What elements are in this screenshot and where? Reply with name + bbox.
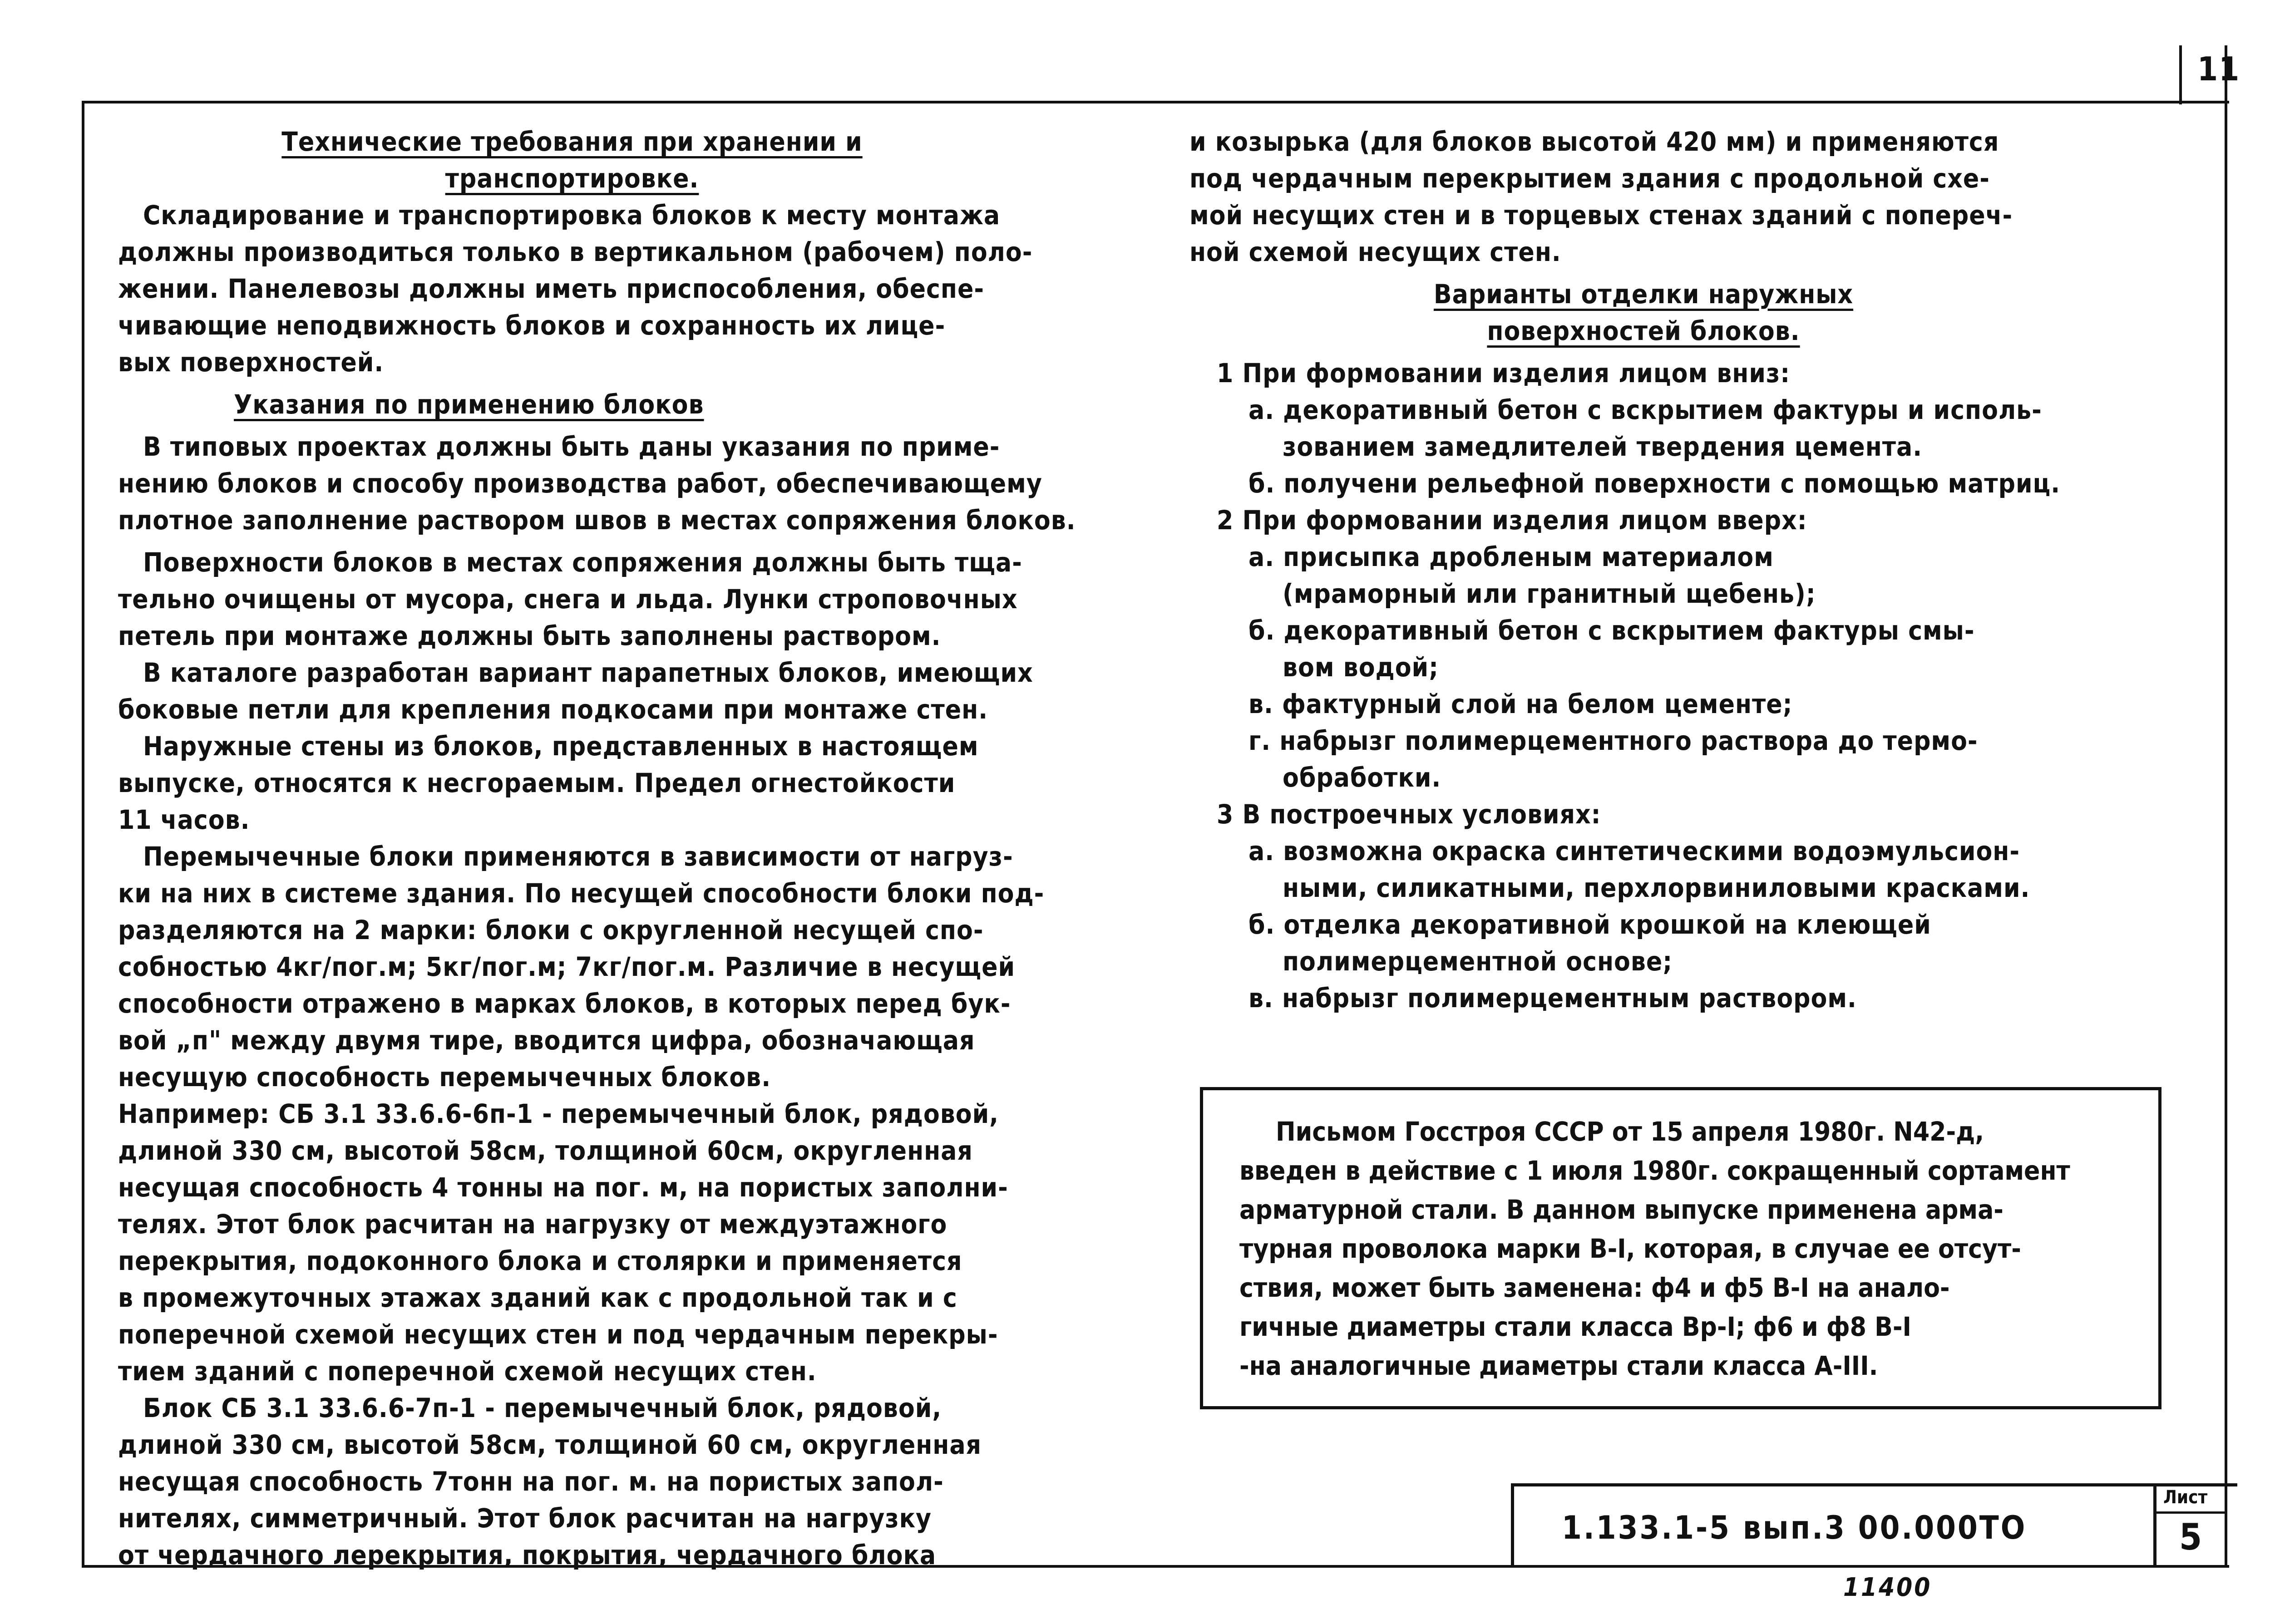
text-line: вой „п" между двумя тире, вводится цифра, обозначающая: [118, 1025, 975, 1056]
text-line: под чердачным перекрытием здания с продольной схе-: [1189, 163, 1990, 194]
finish-heading-line1: Варианты отделки наружных: [1433, 279, 1854, 310]
page-number: 11: [2197, 50, 2240, 88]
list-item-continuation: вом водой;: [1283, 652, 1439, 683]
list-item: б. отделка декоративной крошкой на клеющей: [1248, 909, 1931, 940]
frame-left-line: [82, 101, 84, 1567]
text-line: несущую способность перемычечных блоков.: [118, 1062, 771, 1093]
list-item: 2 При формовании изделия лицом вверх:: [1217, 505, 1807, 536]
text-line: выпуске, относятся к несгораемым. Предел огнестойкости: [118, 768, 956, 798]
sheet-cell-divider: [2153, 1511, 2226, 1514]
text-line: Блок СБ 3.1 33.6.6-7п-1 - перемычечный блок, рядовой,: [143, 1393, 942, 1423]
list-item: а. возможна окраска синтетическими водоэмульсион-: [1248, 836, 2020, 866]
list-item: б. получени рельефной поверхности с помощью матриц.: [1248, 468, 2061, 499]
text-line: Складирование и транспортировка блоков к месту монтажа: [143, 200, 1001, 231]
right-column: [1189, 123, 2211, 1017]
storage-heading-line1: Технические требования при хранении и: [281, 126, 863, 157]
list-item: 3 В построечных условиях:: [1217, 799, 1601, 830]
text-line: в промежуточных этажах зданий как с продольной так и с: [118, 1282, 957, 1313]
text-line: несущая способность 4 тонны на пог. м, на пористых заполни-: [118, 1172, 1008, 1203]
list-item: а. присыпка дробленым материалом: [1248, 541, 1774, 572]
text-line: чивающие неподвижность блоков и сохранность их лице-: [118, 310, 946, 341]
sheet-number: 5: [2179, 1516, 2202, 1558]
note-line: арматурной стали. В данном выпуске применена арма-: [1239, 1194, 2004, 1225]
text-line: нению блоков и способу производства работ, обеспечивающему: [118, 468, 1042, 499]
text-line: от чердачного лерекрытия, покрытия, чердачного блока: [118, 1540, 937, 1570]
text-line: нителях, симметричный. Этот блок расчитан на нагрузку: [118, 1503, 932, 1534]
text-line: способности отражено в марках блоков, в которых перед бук-: [118, 988, 1011, 1019]
text-line: плотное заполнение раствором швов в местах сопряжения блоков.: [118, 505, 1076, 536]
text-line: телях. Этот блок расчитан на нагрузку от междуэтажного: [118, 1209, 947, 1240]
list-item-continuation: обработки.: [1283, 762, 1441, 793]
note-line: Письмом Госстроя СССР от 15 апреля 1980г. N42-д,: [1276, 1116, 1984, 1147]
text-line: В каталоге разработан вариант парапетных блоков, имеющих: [143, 657, 1033, 688]
text-line: и козырька (для блоков высотой 420 мм) и применяются: [1189, 126, 1999, 157]
text-line: тием зданий с поперечной схемой несущих стен.: [118, 1356, 817, 1387]
note-line: турная проволока марки В-I, которая, в случае ее отсут-: [1239, 1233, 2021, 1264]
page-number-divider: [2179, 45, 2182, 104]
frame-top-line: [82, 101, 2229, 103]
list-item: в. набрызг полимерцементным раствором.: [1248, 983, 1857, 1014]
list-item-continuation: полимерцементной основе;: [1283, 946, 1673, 977]
list-item-continuation: (мраморный или гранитный щебень);: [1283, 578, 1816, 609]
text-line: тельно очищены от мусора, снега и льда. Лунки строповочных: [118, 584, 1018, 615]
storage-heading-line2: транспортировке.: [445, 163, 699, 194]
text-line: жении. Панелевозы должны иметь приспособления, обеспе-: [118, 273, 985, 304]
sheet-label: Лист: [2163, 1487, 2208, 1508]
text-line: ной схемой несущих стен.: [1189, 236, 1561, 267]
text-line: длиной 330 см, высотой 58см, толщиной 60 см, округленная: [118, 1429, 982, 1460]
text-line: перекрытия, подоконного блока и столярки и применяется: [118, 1245, 962, 1276]
list-item: в. фактурный слой на белом цементе;: [1248, 689, 1793, 719]
text-line: разделяются на 2 марки: блоки с округленной несущей спо-: [118, 915, 984, 945]
text-line: собностью 4кг/пог.м; 5кг/пог.м; 7кг/пог.м. Различие в несущей: [118, 951, 1016, 982]
text-line: Наружные стены из блоков, представленных в настоящем: [143, 731, 979, 762]
note-box: [1200, 1087, 2161, 1409]
text-line: мой несущих стен и в торцевых стенах зданий с попереч-: [1189, 200, 2013, 231]
text-line: Перемычечные блоки применяются в зависимости от нагруз-: [143, 841, 1013, 872]
document-code: 1.133.1-5 вып.3 00.000ТО: [1562, 1509, 2027, 1546]
bottom-handwritten-note: 11400: [1843, 1573, 1932, 1602]
list-item: г. набрызг полимерцементного раствора до термо-: [1248, 725, 1978, 756]
text-line: несущая способность 7тонн на пог. м. на пористых запол-: [118, 1466, 944, 1497]
usage-heading: Указания по применению блоков: [234, 389, 704, 420]
list-item: а. декоративный бетон с вскрытием фактуры и исполь-: [1248, 394, 2042, 425]
text-line: Например: СБ 3.1 33.6.6-6п-1 - перемычечный блок, рядовой,: [118, 1098, 999, 1129]
text-line: 11 часов.: [118, 804, 250, 835]
text-line: петель при монтаже должны быть заполнены раствором.: [118, 620, 941, 651]
text-line: длиной 330 см, высотой 58см, толщиной 60см, округленная: [118, 1135, 973, 1166]
list-item: 1 При формовании изделия лицом вниз:: [1217, 358, 1791, 389]
left-column: [118, 123, 1162, 1574]
note-line: -на аналогичные диаметры стали класса А-III.: [1239, 1350, 1878, 1381]
text-line: боковые петли для крепления подкосами при монтаже стен.: [118, 694, 988, 725]
text-line: Поверхности блоков в местах сопряжения должны быть тща-: [143, 547, 1022, 578]
text-line: поперечной схемой несущих стен и под чердачным перекры-: [118, 1319, 998, 1350]
list-item-continuation: зованием замедлителей твердения цемента.: [1283, 431, 1923, 462]
text-line: ки на них в системе здания. По несущей способности блоки под-: [118, 878, 1045, 909]
list-item-continuation: ными, силикатными, перхлорвиниловыми красками.: [1283, 872, 2030, 903]
frame-right-line: [2225, 45, 2227, 1566]
text-line: вых поверхностей.: [118, 347, 384, 378]
note-line: ствия, может быть заменена: ф4 и ф5 В-I на анало-: [1239, 1272, 1950, 1303]
finish-heading-line2: поверхностей блоков.: [1487, 315, 1800, 346]
note-line: гичные диаметры стали класса Вр-I; ф6 и ф8 В-I: [1239, 1311, 1911, 1342]
text-line: В типовых проектах должны быть даны указания по приме-: [143, 431, 1000, 462]
text-line: должны производиться только в вертикальном (рабочем) поло-: [118, 236, 1033, 267]
list-item: б. декоративный бетон с вскрытием фактуры смы-: [1248, 615, 1975, 646]
note-line: введен в действие с 1 июля 1980г. сокращенный сортамент: [1239, 1155, 2070, 1186]
